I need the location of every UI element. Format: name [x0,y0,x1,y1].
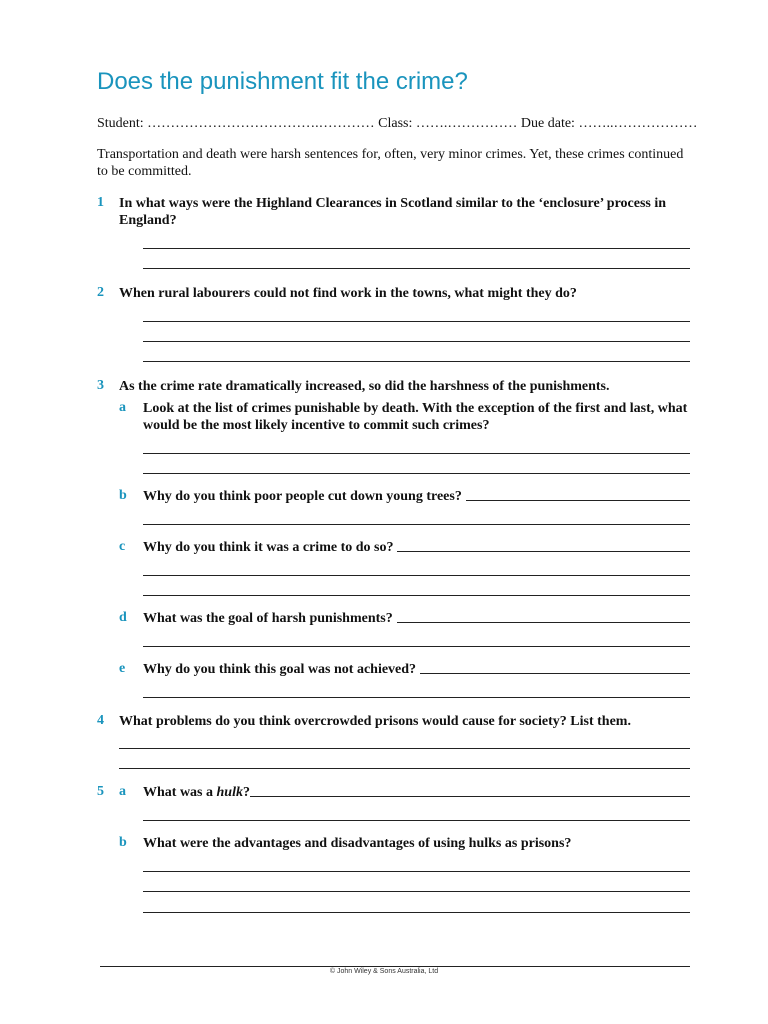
question-3a-text: Look at the list of crimes punishable by death. With the exception of the first and last, what would be the most likely incentive to commit such crimes? [143,401,688,433]
answer-line[interactable] [119,748,690,749]
intro-paragraph: Transportation and death were harsh sentences for, often, very minor crimes. Yet, these crimes continued to be committed. [97,147,684,179]
question-3b-row [143,488,690,505]
question-5a-suffix: ? [242,785,250,800]
question-5a-prefix: What was a [143,785,217,800]
answer-line[interactable] [143,248,690,249]
copyright-footer: © John Wiley & Sons Australia, Ltd [329,968,439,975]
question-3e-letter: e [119,661,126,676]
class-field[interactable]: Class: …….…………… [378,116,518,131]
question-number-1: 1 [97,195,104,210]
question-3e-text: Why do you think this goal was not achieved? [143,662,417,677]
answer-line[interactable] [143,473,690,474]
answer-line[interactable] [143,891,690,892]
question-3c-row [143,539,690,556]
page-title: Does the punishment fit the crime? [97,68,468,95]
answer-line[interactable] [143,524,690,525]
question-2-text: When rural labourers could not find work in the towns, what might they do? [119,286,577,301]
question-number-4: 4 [97,713,104,728]
question-3a-letter: a [119,400,126,415]
question-3b-letter: b [119,488,127,503]
question-5a-row [143,784,690,801]
question-3c-letter: c [119,539,126,554]
inline-answer-line[interactable] [420,661,690,674]
footer-divider [100,966,690,967]
question-3d-text: What was the goal of harsh punishments? [143,611,393,626]
question-1-text: In what ways were the Highland Clearances in Scotland similar to the ‘enclosure’ process in England? [119,196,667,228]
answer-line[interactable] [143,646,690,647]
question-number-5: 5 [97,784,104,799]
due-date-field[interactable]: Due date: ……..……………… [520,116,698,131]
inline-answer-line[interactable] [397,610,690,623]
answer-line[interactable] [143,575,690,576]
question-4-text: What problems do you think overcrowded prisons would cause for society? List them. [119,714,631,729]
answer-line[interactable] [143,595,690,596]
question-3e-row [143,661,690,678]
question-3d-row [143,610,690,627]
answer-line[interactable] [143,453,690,454]
question-3-text: As the crime rate dramatically increased, so did the harshness of the punishments. [119,379,610,394]
answer-line[interactable] [143,321,690,322]
question-3d-letter: d [119,610,127,625]
question-number-3: 3 [97,378,104,393]
answer-line[interactable] [143,341,690,342]
question-5b-letter: b [119,835,127,850]
answer-line[interactable] [143,361,690,362]
answer-line[interactable] [119,768,690,769]
inline-answer-line[interactable] [250,784,690,797]
answer-line[interactable] [143,871,690,872]
question-5a-letter: a [119,784,126,799]
inline-answer-line[interactable] [466,488,690,501]
question-5b-text: What were the advantages and disadvantages of using hulks as prisons? [143,836,572,851]
answer-line[interactable] [143,697,690,698]
answer-line[interactable] [143,912,690,913]
answer-line[interactable] [143,268,690,269]
answer-line[interactable] [143,820,690,821]
question-3b-text: Why do you think poor people cut down young trees? [143,489,462,504]
student-field[interactable]: Student: ……………………………….………… [97,116,375,131]
student-info-line [97,116,697,132]
question-5a-italic: hulk [216,785,243,800]
question-3c-text: Why do you think it was a crime to do so? [143,540,394,555]
inline-answer-line[interactable] [397,539,690,552]
question-number-2: 2 [97,285,104,300]
